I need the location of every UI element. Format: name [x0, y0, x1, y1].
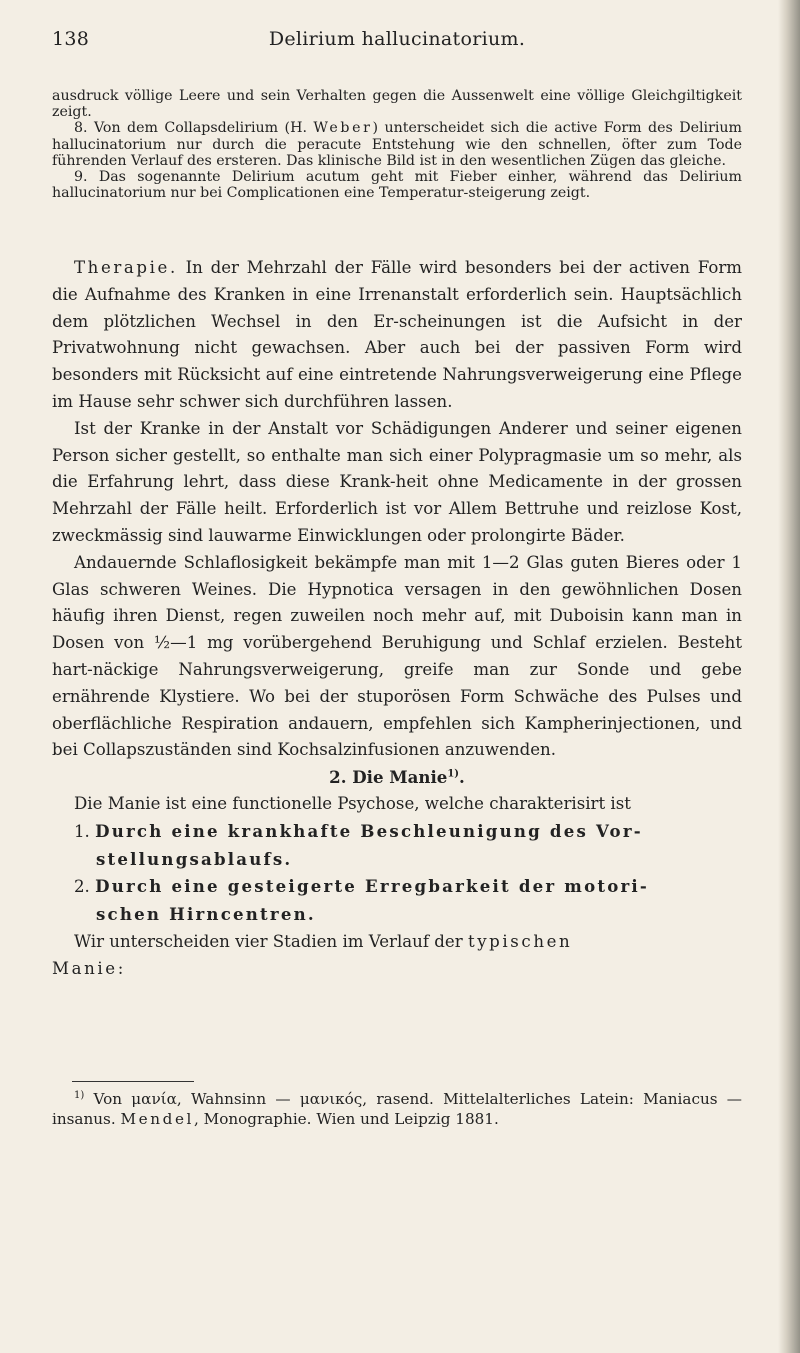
small-print-notes	[52, 88, 742, 201]
paragraph-stadien: Wir unterscheiden vier Stadien im Verlauf der typischen	[74, 931, 573, 951]
footnote-author: Mendel	[120, 1110, 194, 1128]
page-edge-shadow	[778, 0, 800, 1353]
running-header	[52, 28, 742, 68]
main-text	[52, 255, 742, 983]
list-item-2: 2. Durch eine gesteigerte Erregbarkeit der motori-	[74, 876, 650, 897]
list-item-2-cont: schen Hirncentren.	[96, 904, 316, 925]
footnote-ref: 1)	[447, 768, 460, 780]
paragraph-anstalt: Ist der Kranke in der Anstalt vor Schädigungen Anderer und seiner eigenen Person sicher gestellt, so enthalte man sich einer Polypragmasie um so mehr, als die Erfahrung lehrt, dass diese Krank-heit ohne Medicamente in der grossen Mehrzahl der Fälle heilt. Erforderlich ist vor Allem Bettruhe und reizlose Kost, zweckmässig sind lauwarme Einwicklungen oder prolongirte Bäder.	[52, 418, 742, 545]
author-name: Weber	[313, 120, 373, 137]
list-item-1-cont: stellungsablaufs.	[96, 848, 293, 869]
note-8: 8. Von dem Collapsdelirium (H. Weber) unterscheidet sich die active Form des Delirium hallucinatorium nur durch die peracute Entstehung wie den schnellen, öfter zum Tode führenden Verlauf des ersteren. Das klinische Bild ist in den wesentlichen Zügen das gleiche.	[52, 120, 742, 169]
paragraph-stadien-cont: Manie:	[52, 958, 126, 978]
footnote-rule	[72, 1081, 194, 1082]
footnote: $^{1)}$ Von μανία, Wahnsinn — μανικός, rasend. Mittelalterliches Latein: Maniacus — insanus. Mendel, Monographie. Wien und Leipzig 1881.	[52, 1089, 742, 1128]
section-heading: 2. Die Manie$^{1)}$.	[329, 767, 465, 788]
note-9: 9. Das sogenannte Delirium acutum geht mit Fieber einher, während das Delirium hallucinatorium nur bei Complicationen eine Temperatur-steigerung zeigt.	[52, 169, 742, 202]
note-continuation: ausdruck völlige Leere und sein Verhalten gegen die Aussenwelt eine völlige Gleichgiltigkeit zeigt.	[52, 88, 742, 121]
therapie-label: Therapie.	[74, 258, 178, 277]
page-number: 138	[52, 28, 90, 50]
paragraph-definition: Die Manie ist eine functionelle Psychose, welche charakterisirt ist	[74, 793, 631, 813]
running-title: Delirium hallucinatorium.	[268, 28, 526, 50]
footnote-mark: 1)	[74, 1089, 85, 1101]
therapie-paragraph: Therapie. In der Mehrzahl der Fälle wird besonders bei der activen Form die Aufnahme des Kranken in eine Irrenanstalt erforderlich sein. Hauptsächlich dem plötzlichen Wechsel in den Er-scheinungen ist die Aufsicht in der Privatwohnung nicht gewachsen. Aber auch bei der passiven Form wird besonders mit Rücksicht auf eine eintretende Nahrungsverweigerung eine Pflege im Hause sehr schwer sich durchführen lassen.	[52, 258, 742, 411]
paragraph-schlaflosigkeit: Andauernde Schlaflosigkeit bekämpfe man mit 1—2 Glas guten Bieres oder 1 Glas schweren Weines. Die Hypnotica versagen in den gewöhnlichen Dosen häufig ihren Dienst, regen zuweilen noch mehr auf, mit Duboisin kann man in Dosen von ½—1 mg vorübergehend Beruhigung und Schlaf erzielen. Besteht hart-näckige Nahrungsverweigerung, greife man zur Sonde und gebe ernährende Klystiere. Wo bei der stuporösen Form Schwäche des Pulses und oberflächliche Respiration andauern, empfehlen sich Kampherinjectionen, und bei Collapszuständen sind Kochsalzinfusionen anzuwenden.	[52, 552, 742, 760]
list-item-1: 1. Durch eine krankhafte Beschleunigung des Vor-	[74, 820, 643, 841]
